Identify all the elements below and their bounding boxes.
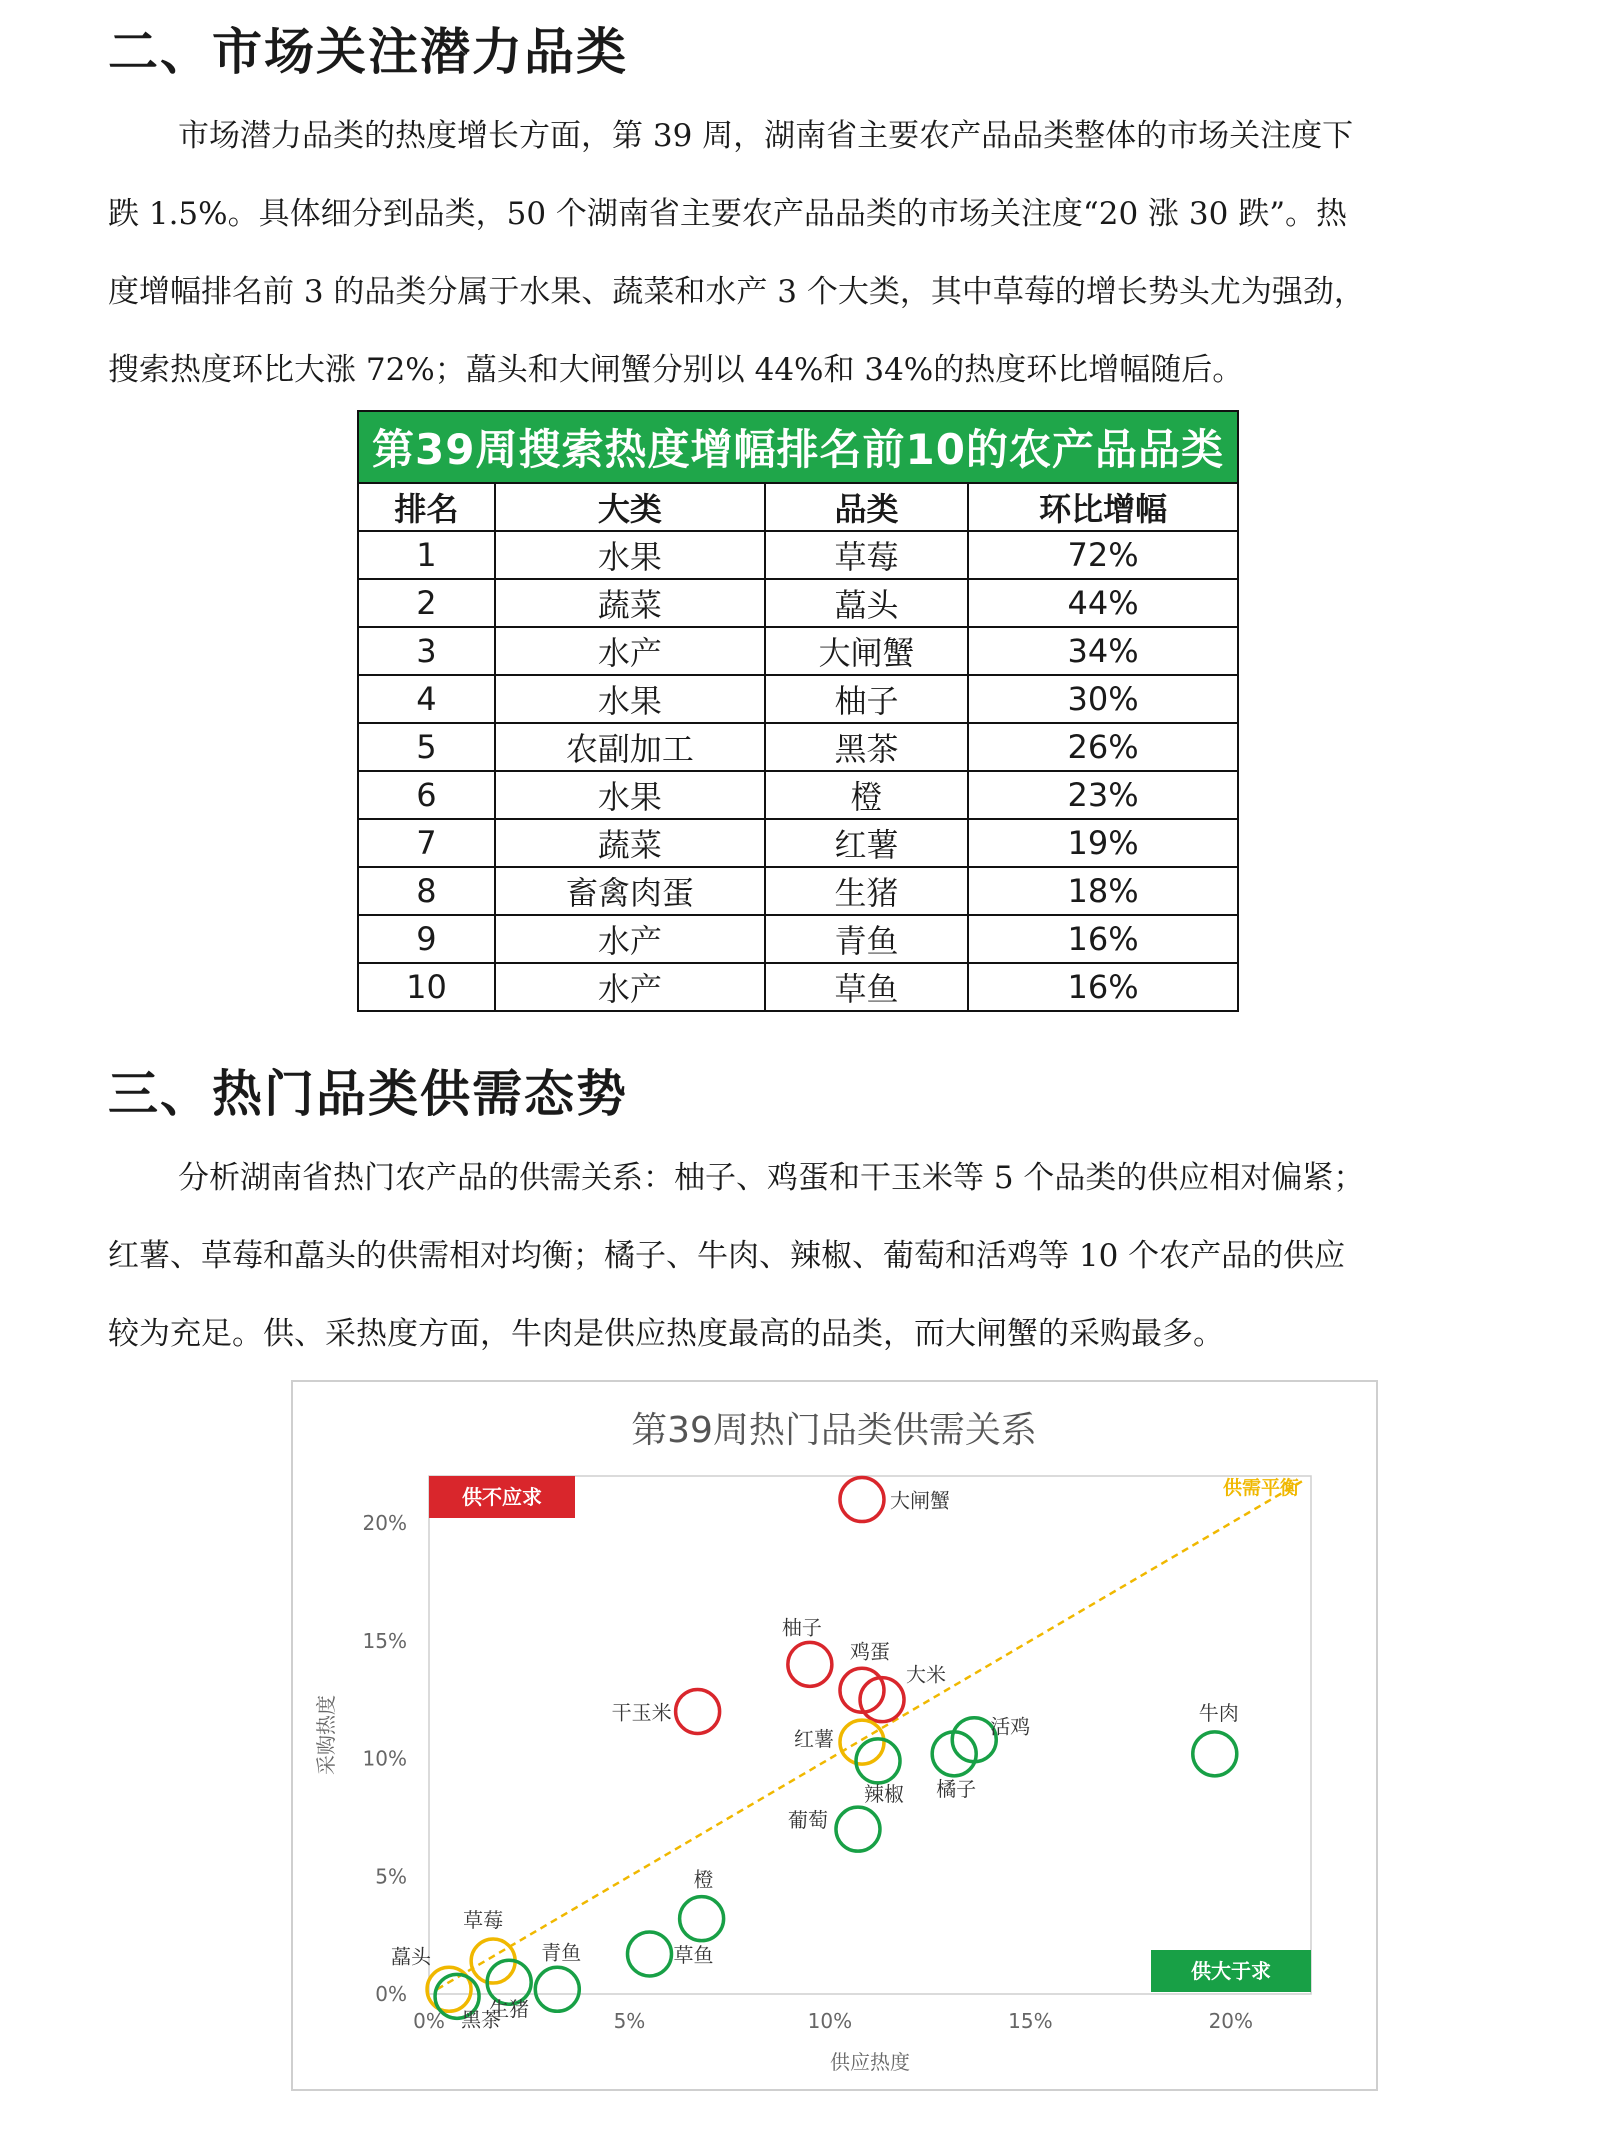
column-header: 环比增幅 [968,483,1238,531]
table-body [358,531,1238,1011]
data-label: 辣椒 [864,1781,905,1806]
supply-demand-chart [291,1380,1378,2091]
plot-area [314,1476,1311,2074]
balance-line [437,1481,1303,1990]
table-row [358,579,1238,627]
data-point-ample [836,1807,880,1851]
table-cell: 7 [358,819,495,867]
table-cell: 大闸蟹 [765,627,968,675]
paragraph-line: 较为充足。供、采热度方面，牛肉是供应热度最高的品类，而大闸蟹的采购最多。 [108,1316,1224,1352]
scatter-chart-svg [293,1382,1376,2089]
table-cell: 1 [358,531,495,579]
data-label: 干玉米 [611,1700,672,1725]
y-tick-label: 10% [362,1746,407,1771]
table-cell: 青鱼 [765,915,968,963]
data-point-ample [680,1897,724,1941]
table-cell: 44% [968,579,1238,627]
paragraph-line: 分析湖南省热门农产品的供需关系：柚子、鸡蛋和干玉米等 5 个品类的供应相对偏紧； [178,1160,1365,1196]
table-cell: 16% [968,963,1238,1011]
y-tick-label: 0% [375,1982,407,2006]
table-row [358,963,1238,1011]
paragraph-line: 搜索热度环比大涨 72%；藠头和大闸蟹分别以 44%和 34%的热度环比增幅随后。 [108,352,1244,388]
chart-title: 第39周热门品类供需关系 [631,1410,1037,1451]
data-label: 藠头 [391,1944,432,1969]
x-tick-label: 20% [1208,2009,1254,2033]
table-cell: 16% [968,915,1238,963]
table-title: 第39周搜索热度增幅排名前10的农产品品类 [358,411,1238,483]
table-row [358,915,1238,963]
data-label: 牛肉 [1198,1700,1239,1725]
y-tick-label: 5% [375,1864,407,1889]
table-cell: 26% [968,723,1238,771]
data-label: 大闸蟹 [889,1488,950,1513]
table-cell: 蔬菜 [495,819,765,867]
data-label: 橙 [693,1867,714,1892]
column-header: 品类 [765,483,968,531]
table-cell: 5 [358,723,495,771]
paragraph-line: 市场潜力品类的热度增长方面，第 39 周，湖南省主要农产品品类整体的市场关注度下 [178,118,1354,154]
data-label: 黑茶 [461,2007,502,2032]
table-cell: 水产 [495,627,765,675]
paragraph-line: 度增幅排名前 3 的品类分属于水果、蔬菜和水产 3 个大类，其中草莓的增长势头尤为强劲， [108,274,1365,310]
table-cell: 生猪 [765,867,968,915]
table-cell: 黑茶 [765,723,968,771]
table-row [358,675,1238,723]
table-cell: 水果 [495,771,765,819]
table-row [358,531,1238,579]
table-cell: 34% [968,627,1238,675]
x-axis-label: 供应热度 [830,2050,910,2074]
table-cell: 水产 [495,915,765,963]
table-cell: 10 [358,963,495,1011]
paragraph-line: 红薯、草莓和藠头的供需相对均衡；橘子、牛肉、辣椒、葡萄和活鸡等 10 个农产品的供应 [108,1238,1346,1274]
ample-badge-label: 供大于求 [1191,1959,1271,1983]
table-cell: 2 [358,579,495,627]
table-cell: 柚子 [765,675,968,723]
data-point-tight [840,1478,884,1522]
table-cell: 橙 [765,771,968,819]
x-tick-label: 0% [413,2009,445,2033]
data-label: 生猪 [489,1997,530,2022]
table-cell: 30% [968,675,1238,723]
y-tick-label: 20% [362,1511,407,1536]
table-cell: 9 [358,915,495,963]
data-label: 青鱼 [541,1940,582,1965]
table-cell: 4 [358,675,495,723]
table-cell: 72% [968,531,1238,579]
paragraph-market-potential [108,97,1488,409]
table-cell: 23% [968,771,1238,819]
x-tick-label: 10% [807,2009,853,2033]
data-label: 草鱼 [673,1942,714,1967]
data-label: 红薯 [793,1727,834,1752]
table-cell: 水产 [495,963,765,1011]
paragraph-supply-demand [108,1139,1488,1373]
table-row [358,867,1238,915]
data-label: 葡萄 [787,1808,828,1833]
data-label: 草莓 [463,1908,504,1933]
table-row [358,627,1238,675]
tight-badge-label: 供不应求 [462,1485,542,1509]
data-label: 鸡蛋 [849,1639,890,1664]
data-point-balanced [840,1720,884,1764]
table-cell: 8 [358,867,495,915]
data-point-ample [932,1732,976,1776]
table-cell: 19% [968,819,1238,867]
x-tick-label: 15% [1008,2009,1053,2033]
data-label: 活鸡 [990,1714,1031,1739]
data-point-ample [628,1932,672,1976]
balance-line-label: 供需平衡 [1222,1477,1299,1499]
table-cell: 蔬菜 [495,579,765,627]
table-cell: 水果 [495,675,765,723]
data-point-tight [676,1689,720,1733]
data-label: 柚子 [781,1615,822,1640]
table-cell: 农副加工 [495,723,765,771]
table-cell: 草鱼 [765,963,968,1011]
data-point-ample [856,1739,900,1783]
y-tick-label: 15% [362,1628,407,1653]
data-point-ample [535,1967,579,2011]
data-label: 大米 [906,1662,947,1687]
x-tick-label: 5% [613,2009,646,2033]
table-cell: 畜禽肉蛋 [495,867,765,915]
section-heading-market-potential: 二、市场关注潜力品类 [108,22,628,81]
table-cell: 6 [358,771,495,819]
table-cell: 3 [358,627,495,675]
table-row [358,819,1238,867]
table-cell: 红薯 [765,819,968,867]
section-heading-supply-demand: 三、热门品类供需态势 [108,1064,628,1123]
y-axis-label: 采购热度 [314,1695,338,1775]
table-row [358,771,1238,819]
table-cell: 草莓 [765,531,968,579]
top10-table [357,410,1239,1012]
paragraph-line: 跌 1.5%。具体细分到品类，50 个湖南省主要农产品品类的市场关注度“20 涨 30 跌”。热 [108,196,1348,232]
table-row [358,723,1238,771]
column-header: 大类 [495,483,765,531]
table-cell: 水果 [495,531,765,579]
column-header: 排名 [358,483,495,531]
data-point-ample [1193,1732,1237,1776]
table-cell: 藠头 [765,579,968,627]
table-cell: 18% [968,867,1238,915]
data-label: 橘子 [936,1776,977,1801]
data-point-tight [788,1642,832,1686]
